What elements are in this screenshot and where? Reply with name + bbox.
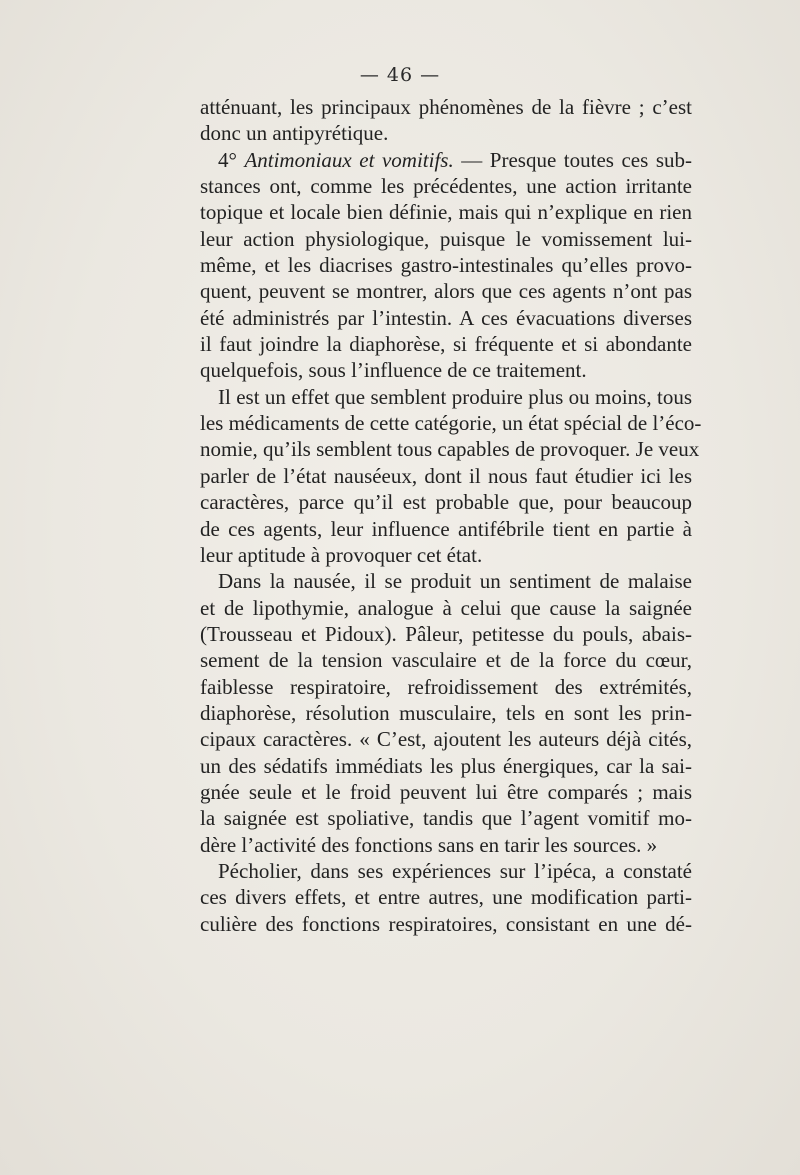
text-line: sement de la tension vasculaire et de la force du cœur, xyxy=(200,648,692,673)
text-line: atténuant, les principaux phénomènes de la fièvre ; c’est xyxy=(200,95,692,119)
paragraph-4 xyxy=(200,568,692,858)
text-line: donc un antipyrétique. xyxy=(200,121,389,146)
text-line-rest: — Presque toutes ces sub- xyxy=(453,147,692,172)
text-line: culière des fonctions respiratoires, consistant en une dé- xyxy=(200,911,692,936)
text-line: les médicaments de cette catégorie, un état spécial de l’éco- xyxy=(200,411,702,436)
text-line: ces divers effets, et entre autres, une modification parti- xyxy=(200,885,692,910)
text-line: Dans la nausée, il se produit un sentiment de malaise xyxy=(218,569,692,594)
section-number: 4° xyxy=(218,147,237,172)
text-line: Il est un effet que semblent produire plus ou moins, tous xyxy=(218,384,692,409)
text-line: un des sédatifs immédiats les plus énergiques, car la sai- xyxy=(200,753,692,778)
text-line: parler de l’état nauséeux, dont il nous faut étudier ici les xyxy=(200,463,692,488)
text-line: été administrés par l’intestin. A ces évacuations diverses xyxy=(200,305,692,330)
paragraph-2 xyxy=(200,147,692,384)
body-text xyxy=(200,94,702,937)
text-line: topique et locale bien définie, mais qui n’explique en rien xyxy=(200,200,692,225)
text-line: leur aptitude à provoquer cet état. xyxy=(200,542,483,567)
text-line: cipaux caractères. « C’est, ajoutent les auteurs déjà cités, xyxy=(200,727,692,752)
text-line: il faut joindre la diaphorèse, si fréquente et si abondante xyxy=(200,332,692,357)
text-line: quelquefois, sous l’influence de ce traitement. xyxy=(200,358,587,383)
text-line: et de lipothymie, analogue à celui que cause la saignée xyxy=(200,595,692,620)
text-line: faiblesse respiratoire, refroidissement des extrémités, xyxy=(200,674,692,699)
text-line: la saignée est spoliative, tandis que l’agent vomitif mo- xyxy=(200,806,692,831)
paragraph-3 xyxy=(200,384,702,568)
section-heading: Antimoniaux et vomitifs. xyxy=(244,147,454,172)
text-line: Pécholier, dans ses expériences sur l’ipéca, a constaté xyxy=(218,858,692,883)
text-line: quent, peuvent se montrer, alors que ces agents n’ont pas xyxy=(200,279,692,304)
text-line: même, et les diacrises gastro-intestinales qu’elles provo- xyxy=(200,253,692,278)
text-line: stances ont, comme les précédentes, une action irritante xyxy=(200,174,692,199)
text-line xyxy=(200,147,692,173)
text-line: diaphorèse, résolution musculaire, tels en sont les prin- xyxy=(200,700,692,725)
paragraph-5 xyxy=(200,858,692,937)
text-line: nomie, qu’ils semblent tous capables de provoquer. Je veux xyxy=(200,437,700,462)
text-line: (Trousseau et Pidoux). Pâleur, petitesse du pouls, abais- xyxy=(200,621,692,646)
text-line: leur action physiologique, puisque le vomissement lui- xyxy=(200,226,692,251)
page-number: — 46 — xyxy=(359,64,441,86)
text-line: de ces agents, leur influence antifébrile tient en partie à xyxy=(200,516,692,541)
text-line: gnée seule et le froid peuvent lui être comparés ; mais xyxy=(200,779,692,804)
text-line: caractères, parce qu’il est probable que, pour beaucoup xyxy=(200,490,692,515)
paragraph-1 xyxy=(200,94,692,147)
text-line: dère l’activité des fonctions sans en tarir les sources. » xyxy=(200,832,658,857)
